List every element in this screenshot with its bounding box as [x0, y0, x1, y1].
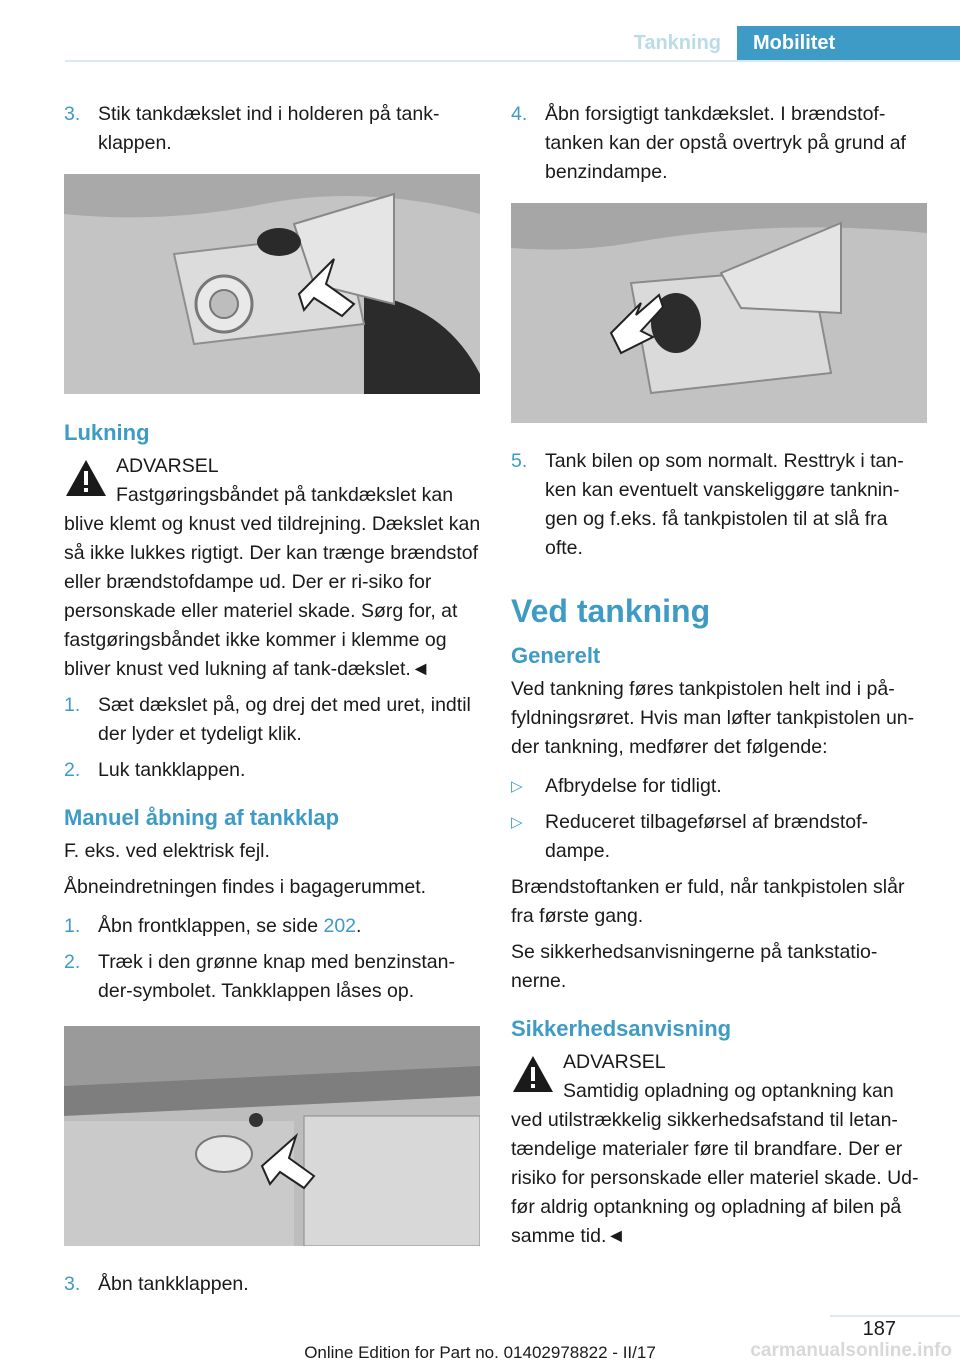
manual-step-1	[64, 912, 482, 941]
paragraph-opener-location: Åbneindretningen findes i bagagerummet.	[64, 876, 427, 898]
warning-body: Fastgøringsbåndet på tankdækslet kan blive klemt og knust ved tildrejning. Dækslet kan så ikke lukkes rigtigt. Der kan trænge brændstof eller brændstofdampe ud. Der er ri-siko for personskade eller materiel skade. Sørg for, at fastgøringsbåndet ikke kommer i klemme og bliver knust ved lukning af tank-dækslet.◄	[64, 484, 481, 680]
photo-release-button	[64, 1026, 480, 1246]
step-text: Luk tankklappen.	[98, 759, 246, 781]
warning-triangle-icon	[511, 1054, 555, 1094]
heading-generelt: Generelt	[511, 643, 601, 668]
closing-step-1	[64, 691, 482, 749]
step-number: 5.	[511, 450, 528, 472]
step-number: 1.	[64, 915, 81, 937]
footer-edition: Online Edition for Part no. 01402978822 - II/17	[304, 1343, 656, 1362]
step-text: Åbn forsigtigt tankdækslet. I brændstof-tanken kan der opstå overtryk på grund af benzindampe.	[545, 103, 906, 183]
paragraph-electrical-fault: F. eks. ved elektrisk fejl.	[64, 840, 270, 862]
paragraph-tank-full: Brændstoftanken er fuld, når tankpistolen slår fra første gang.	[511, 876, 905, 927]
manual-step-2	[64, 948, 482, 1006]
heading-sikkerhedsanvisning: Sikkerhedsanvisning	[511, 1016, 732, 1041]
photo-open-fuel-cap-drawing	[511, 203, 927, 423]
right-column	[511, 100, 929, 1258]
warning-title: ADVARSEL	[563, 1051, 666, 1073]
bullet-marker-icon: ▷	[511, 814, 523, 831]
photo-fuel-cap-holder-drawing	[64, 174, 480, 394]
step-text-part: .	[356, 915, 362, 937]
heading-lukning: Lukning	[64, 420, 150, 445]
manual-step-3	[64, 1270, 482, 1299]
step-number: 2.	[64, 759, 81, 781]
heading-manuel-aabning: Manuel åbning af tankklap	[64, 805, 340, 830]
bullet-item-reduceret	[511, 808, 929, 866]
photo-release-button-drawing	[64, 1026, 480, 1246]
heading-ved-tankning: Ved tankning	[511, 593, 711, 629]
warning-title: ADVARSEL	[116, 455, 219, 477]
step-text: Stik tankdækslet ind i holderen på tank-klappen.	[98, 103, 440, 154]
bullet-marker-icon: ▷	[511, 778, 523, 795]
step-text-part: Åbn frontklappen, se side	[98, 915, 324, 937]
footer-divider	[830, 1315, 960, 1317]
bullet-text: Afbrydelse for tidligt.	[545, 775, 722, 797]
step-number: 2.	[64, 951, 81, 973]
step-number: 3.	[64, 1273, 81, 1295]
step-3-insert-cap	[64, 100, 482, 158]
step-5-refuel	[511, 447, 929, 563]
step-text	[98, 912, 482, 941]
warning-block-closing	[64, 452, 482, 684]
page-number: 187	[862, 1318, 896, 1340]
page-link-202[interactable]: 202	[323, 915, 357, 937]
step-number: 4.	[511, 103, 528, 125]
watermark: carmanualsonline.info	[750, 1340, 952, 1361]
warning-triangle-icon	[64, 458, 108, 498]
bullet-text: Reduceret tilbageførsel af brændstof-dampe.	[545, 811, 868, 862]
photo-fuel-cap-holder	[64, 174, 480, 394]
paragraph-generelt: Ved tankning føres tankpistolen helt ind i på-fyldningsrøret. Hvis man løfter tankpistolen un-der tankning, medfører det følgende:	[511, 678, 915, 758]
header-divider	[65, 60, 960, 62]
warning-body: Samtidig opladning og optankning kan ved utilstrækkelig sikkerhedsafstand til letan-tændelige materialer føre til brandfare. Der er risiko for personskade eller materiel skade. Ud-før aldrig optankning og opladning af bilen på samme tid.◄	[511, 1080, 919, 1247]
bullet-item-afbrydelse	[511, 772, 929, 801]
step-text: Tank bilen op som normalt. Resttryk i tan-ken kan eventuelt vanskeliggøre tanknin-gen og f.eks. få tankpistolen til at slå fra ofte.	[545, 450, 904, 559]
step-number: 1.	[64, 694, 81, 716]
paragraph-safety-instructions: Se sikkerhedsanvisningerne på tankstatio-nerne.	[511, 941, 878, 992]
step-number: 3.	[64, 103, 81, 125]
closing-step-2	[64, 756, 482, 785]
photo-open-fuel-cap	[511, 203, 927, 423]
left-column	[64, 100, 482, 1306]
header-tab-mobilitet[interactable]: Mobilitet	[737, 26, 960, 60]
step-text: Træk i den grønne knap med benzinstan-der-symbolet. Tankklappen låses op.	[98, 951, 455, 1002]
warning-block-charging	[511, 1048, 929, 1251]
step-4-open-cap	[511, 100, 929, 187]
header-tab-tankning[interactable]: Tankning	[633, 32, 721, 54]
step-text: Åbn tankklappen.	[98, 1273, 249, 1295]
step-text: Sæt dækslet på, og drej det med uret, indtil der lyder et tydeligt klik.	[98, 694, 471, 745]
